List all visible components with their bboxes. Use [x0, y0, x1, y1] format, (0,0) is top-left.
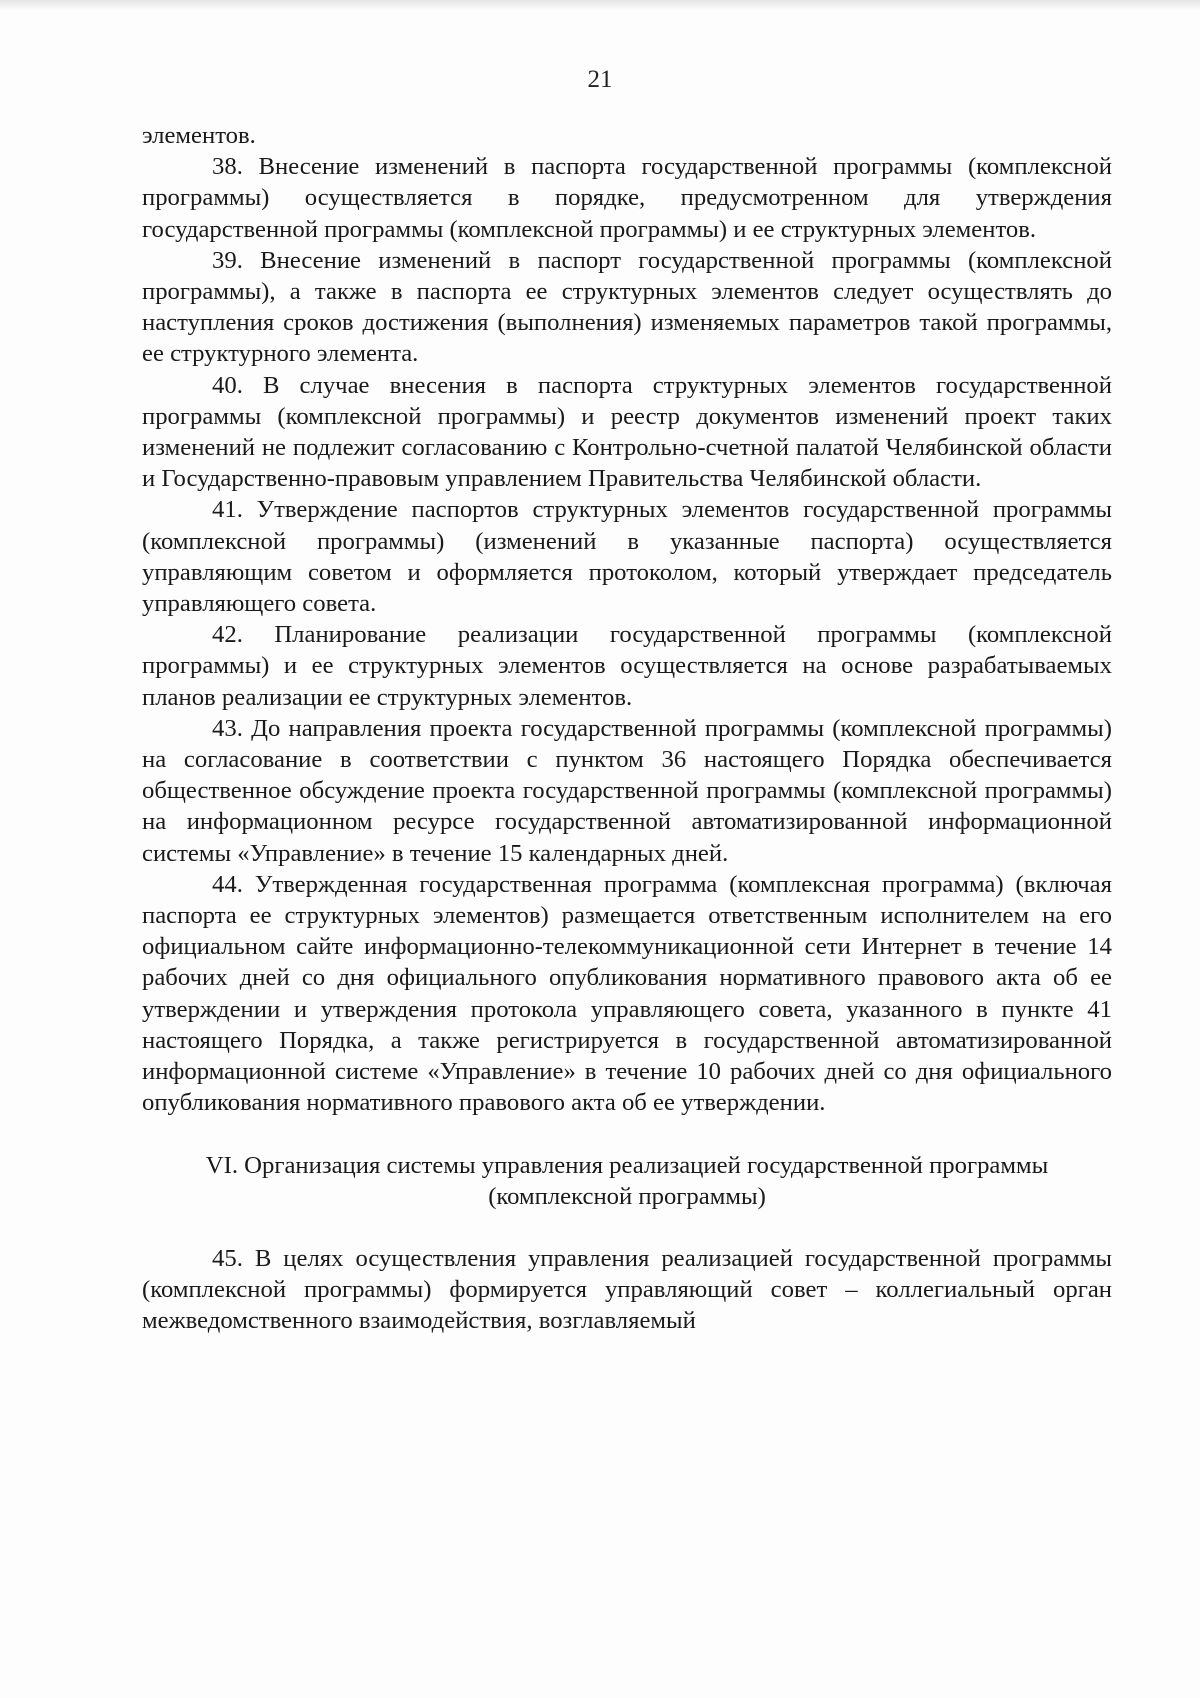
section-heading-line-2: (комплексной программы) — [488, 1182, 766, 1210]
paragraph-39: 39. Внесение изменений в паспорт государственной программы (комплексной программы), а также в паспорта ее структурных элементов следует осуществлять до наступления сроков достижения (выполнения) изменяемых параметров такой программы, ее структурного элемента. — [142, 246, 1112, 368]
paragraph-44: 44. Утвержденная государственная программа (комплексная программа) (включая паспорта ее структурных элементов) размещается ответственным исполнителем на его официальном сайте информационно-телекоммуникационной сети Интернет в течение 14 рабочих дней со дня официального опубликования нормативного правового акта об ее утверждении и утверждения протокола управляющего совета, указанного в пункте 41 настоящего Порядка, а также регистрируется в государственной автоматизированной информационной системе «Управление» в течение 10 рабочих дней со дня официального опубликования нормативного правового акта об ее утверждении. — [142, 870, 1112, 1117]
paragraph-42: 42. Планирование реализации государственной программы (комплексной программы) и ее структурных элементов осуществляется на основе разрабатываемых планов реализации ее структурных элементов. — [142, 621, 1112, 711]
paragraph-continuation: элементов. — [142, 122, 256, 149]
paragraph-38: 38. Внесение изменений в паспорта государственной программы (комплексной программы) осуществляется в порядке, предусмотренном для утверждения государственной программы (комплексной программы) и ее структурных элементов. — [142, 153, 1112, 243]
document-body — [142, 120, 1112, 1337]
section-heading-line-1: VI. Организация системы управления реализацией государственной программы — [205, 1151, 1049, 1179]
page-number: 21 — [587, 66, 613, 93]
paragraph-45: 45. В целях осуществления управления реализацией государственной программы (комплексной программы) формируется управляющий совет – коллегиальный орган межведомственного взаимодействия, возглавляемый — [142, 1244, 1112, 1335]
section-heading — [142, 1150, 1112, 1212]
scan-edge — [0, 0, 1200, 10]
paragraph-40: 40. В случае внесения в паспорта структурных элементов государственной программы (комплексной программы) и реестр документов изменений проект таких изменений не подлежит согласованию с Контрольно-счетной палатой Челябинской области и Государственно-правовым управлением Правительства Челябинской области. — [142, 371, 1112, 493]
paragraph-43: 43. До направления проекта государственной программы (комплексной программы) на согласование в соответствии с пунктом 36 настоящего Порядка обеспечивается общественное обсуждение проекта государственной программы (комплексной программы) на информационном ресурсе государственной автоматизированной информационной системы «Управление» в течение 15 календарных дней. — [142, 714, 1112, 867]
paragraph-41: 41. Утверждение паспортов структурных элементов государственной программы (комплексной программы) (изменений в указанные паспорта) осуществляется управляющим советом и оформляется протоколом, который утверждает председатель управляющего совета. — [142, 496, 1112, 618]
